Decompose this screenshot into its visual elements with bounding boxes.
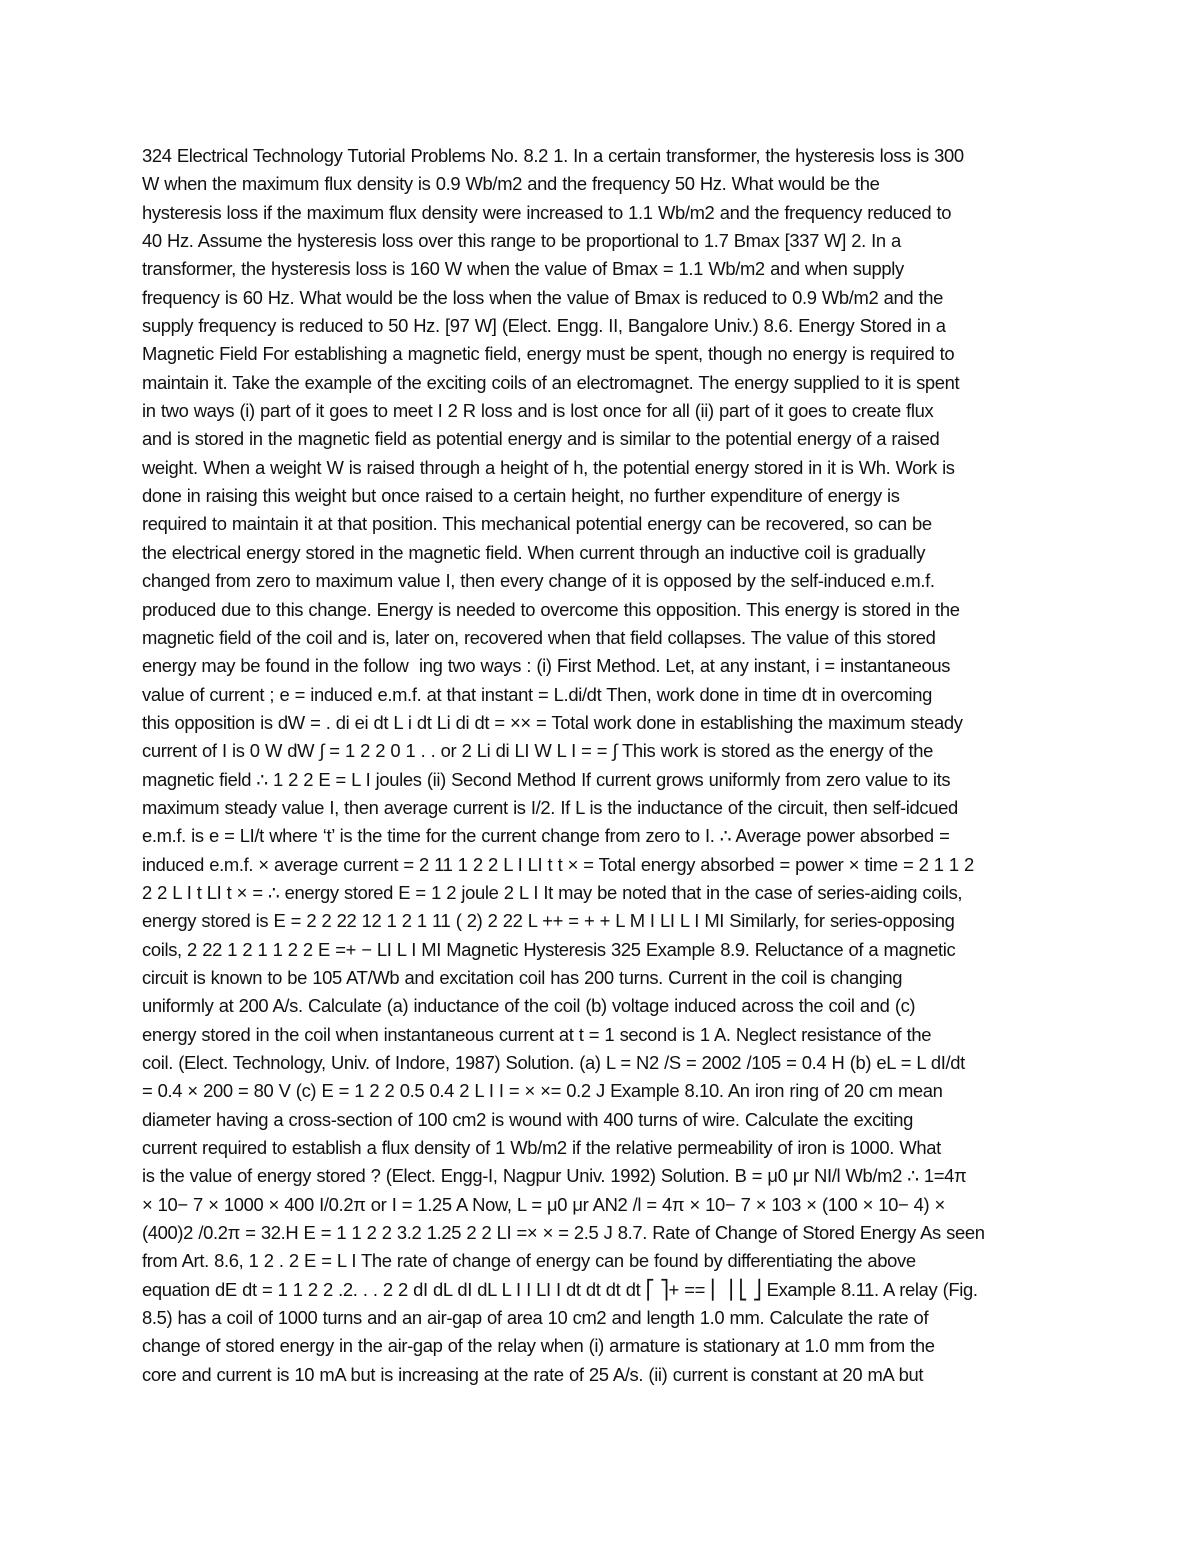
text-line: frequency is 60 Hz. What would be the loss when the value of Bmax is reduced to 0.9 Wb/m2 and the — [142, 286, 944, 308]
text-line: is the value of energy stored ? (Elect. Engg-I, Nagpur Univ. 1992) Solution. B = μ0 μr NI/l Wb/m2 ∴ 1=4π — [142, 1165, 967, 1187]
text-line: change of stored energy in the air-gap of the relay when (i) armature is stationary at 1.0 mm from the — [142, 1335, 935, 1357]
text-line: 40 Hz. Assume the hysteresis loss over this range to be proportional to 1.7 Bmax [337 W] 2. In a — [142, 230, 901, 252]
text-line: weight. When a weight W is raised through a height of h, the potential energy stored in it is Wh. Work is — [142, 456, 955, 478]
text-line: coil. (Elect. Technology, Univ. of Indore, 1987) Solution. (a) L = N2 /S = 2002 /105 = 0.4 H (b) eL = L dI/dt — [142, 1052, 965, 1073]
text-line: done in raising this weight but once raised to a certain height, no further expenditure of energy is — [142, 485, 900, 507]
text-line: supply frequency is reduced to 50 Hz. [97 W] (Elect. Engg. II, Bangalore Univ.) 8.6. Energy Stored in a — [142, 315, 946, 337]
text-line: hysteresis loss if the maximum flux density were increased to 1.1 Wb/m2 and the frequency reduced to — [142, 201, 952, 223]
text-line: magnetic field ∴ 1 2 2 E = L I joules (ii) Second Method If current grows uniformly from zero value to its — [142, 768, 951, 790]
text-line: produced due to this change. Energy is needed to overcome this opposition. This energy is stored in the — [142, 598, 960, 620]
text-line: magnetic field of the coil and is, later on, recovered when that field collapses. The value of this stored — [142, 626, 936, 648]
text-line: this opposition is dW = . di ei dt L i dt Li di dt = ×× = Total work done in establishing the maximum steady — [142, 711, 963, 733]
text-line: 8.5) has a coil of 1000 turns and an air-gap of area 10 cm2 and length 1.0 mm. Calculate the rate of — [142, 1307, 929, 1329]
text-line: energy stored is E = 2 2 22 12 1 2 1 11 ( 2) 2 22 L ++ = + + L M I LI L I MI Similarly, for series-opposing — [142, 910, 955, 932]
text-line: maximum steady value I, then average current is I/2. If L is the inductance of the circuit, then self-idcued — [142, 796, 958, 818]
text-line: diameter having a cross-section of 100 cm2 is wound with 400 turns of wire. Calculate the exciting — [142, 1108, 914, 1130]
text-line: required to maintain it at that position. This mechanical potential energy can be recovered, so can be — [142, 513, 932, 535]
text-line: and is stored in the magnetic field as potential energy and is similar to the potential energy of a raised — [142, 428, 940, 450]
text-line: W when the maximum flux density is 0.9 Wb/m2 and the frequency 50 Hz. What would be the — [142, 173, 880, 195]
text-line: maintain it. Take the example of the exciting coils of an electromagnet. The energy supplied to it is spent — [142, 371, 960, 393]
text-line: energy stored in the coil when instantaneous current at t = 1 second is 1 A. Neglect resistance of the — [142, 1023, 932, 1045]
text-line: transformer, the hysteresis loss is 160 W when the value of Bmax = 1.1 Wb/m2 and when supply — [142, 258, 904, 280]
text-line: = 0.4 × 200 = 80 V (c) E = 1 2 2 0.5 0.4 2 L I I = × ×= 0.2 J Example 8.10. An iron ring of 20 cm mean — [142, 1080, 943, 1102]
text-line: e.m.f. is e = LI/t where ‘t’ is the time for the current change from zero to I. ∴ Average power absorbed = — [142, 825, 950, 847]
text-line: × 10− 7 × 1000 × 400 I/0.2π or I = 1.25 A Now, L = μ0 μr AN2 /l = 4π × 10− 7 × 103 × (100 × 10− 4) × — [142, 1193, 945, 1215]
text-line: the electrical energy stored in the magnetic field. When current through an inductive coil is gradually — [142, 541, 926, 563]
text-line: energy may be found in the follow ing two ways : (i) First Method. Let, at any instant, i = instantaneous — [142, 655, 951, 677]
text-line: 2 2 L I t LI t × = ∴ energy stored E = 1 2 joule 2 L I It may be noted that in the case of series-aiding coils, — [142, 881, 963, 903]
text-line: current of I is 0 W dW ∫ = 1 2 2 0 1 . . or 2 Li di LI W L I = = ∫ This work is stored as the energy of the — [142, 740, 933, 762]
text-line: 324 Electrical Technology Tutorial Problems No. 8.2 1. In a certain transformer, the hysteresis loss is 300 — [142, 145, 964, 166]
text-line: induced e.m.f. × average current = 2 11 1 2 2 L I LI t t × = Total energy absorbed = power × time = 2 1 1 2 — [142, 853, 974, 875]
text-line: value of current ; e = induced e.m.f. at that instant = L.di/dt Then, work done in time dt in overcoming — [142, 683, 933, 705]
text-line: in two ways (i) part of it goes to meet I 2 R loss and is lost once for all (ii) part of it goes to create flux — [142, 400, 934, 422]
text-line: uniformly at 200 A/s. Calculate (a) inductance of the coil (b) voltage induced across the coil and (c) — [142, 995, 916, 1017]
text-line: Magnetic Field For establishing a magnetic field, energy must be spent, though no energy is required to — [142, 343, 955, 365]
text-line: current required to establish a flux density of 1 Wb/m2 if the relative permeability of iron is 1000. What — [142, 1137, 941, 1159]
text-line: changed from zero to maximum value I, then every change of it is opposed by the self-induced e.m.f. — [142, 570, 935, 592]
text-line: coils, 2 22 1 2 1 1 2 2 E =+ − LI L I MI Magnetic Hysteresis 325 Example 8.9. Reluctance of a magnetic — [142, 938, 956, 960]
text-line: (400)2 /0.2π = 32.H E = 1 1 2 2 3.2 1.25 2 2 LI =× × = 2.5 J 8.7. Rate of Change of Stored Energy As seen — [142, 1222, 985, 1244]
body-text — [142, 142, 1062, 1389]
text-line: core and current is 10 mA but is increasing at the rate of 25 A/s. (ii) current is constant at 20 mA but — [142, 1363, 924, 1385]
text-line: circuit is known to be 105 AT/Wb and excitation coil has 200 turns. Current in the coil is changing — [142, 966, 903, 988]
text-line: from Art. 8.6, 1 2 . 2 E = L I The rate of change of energy can be found by differentiating the above — [142, 1250, 916, 1272]
text-line: equation dE dt = 1 1 2 2 .2. . . 2 2 dI dL dI dL L I I LI I dt dt dt dt ⎡ ⎤+ == ⎢ ⎥ ⎣ ⎦ Example 8.11. A relay (Fig. — [142, 1278, 978, 1300]
